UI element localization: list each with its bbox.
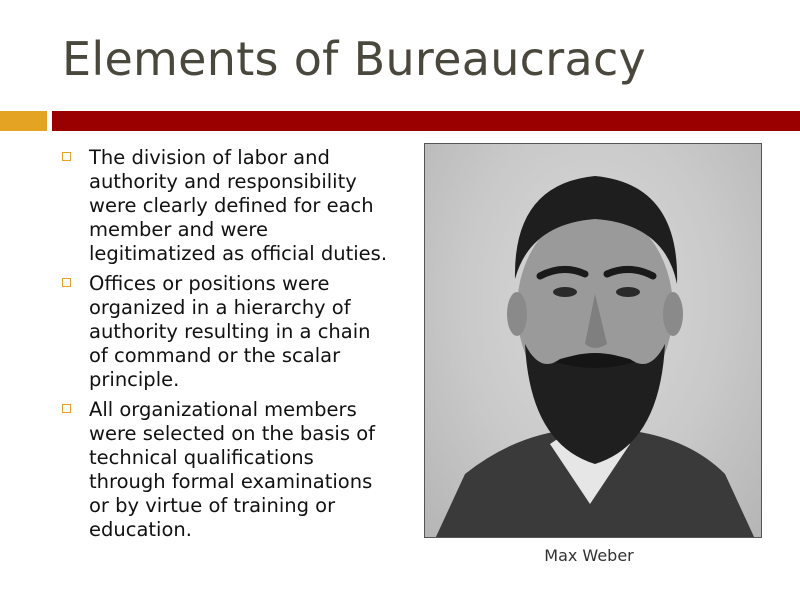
bullet-text: All organizational members were selected on the basis of technical qualifications through formal examinations or by virtue of training or education.	[89, 398, 375, 541]
portrait-photo	[424, 143, 762, 538]
title-accent-bar-red	[52, 111, 800, 131]
title-accent-bar-gold	[0, 111, 47, 131]
bullet-text: The division of labor and authority and responsibility were clearly defined for each member and were legitimatized as official duties.	[89, 146, 388, 265]
bullet-list	[60, 146, 390, 548]
square-bullet-icon	[62, 404, 71, 413]
photo-caption: Max Weber	[544, 546, 634, 565]
square-bullet-icon	[62, 278, 71, 287]
bullet-item	[60, 146, 390, 266]
square-bullet-icon	[62, 152, 71, 161]
slide-title: Elements of Bureaucracy	[62, 32, 647, 86]
bullet-item	[60, 398, 390, 542]
portrait-illustration	[425, 144, 762, 538]
bullet-item	[60, 272, 390, 392]
bullet-text: Offices or positions were organized in a hierarchy of authority resulting in a chain of command or the scalar principle.	[89, 272, 371, 391]
